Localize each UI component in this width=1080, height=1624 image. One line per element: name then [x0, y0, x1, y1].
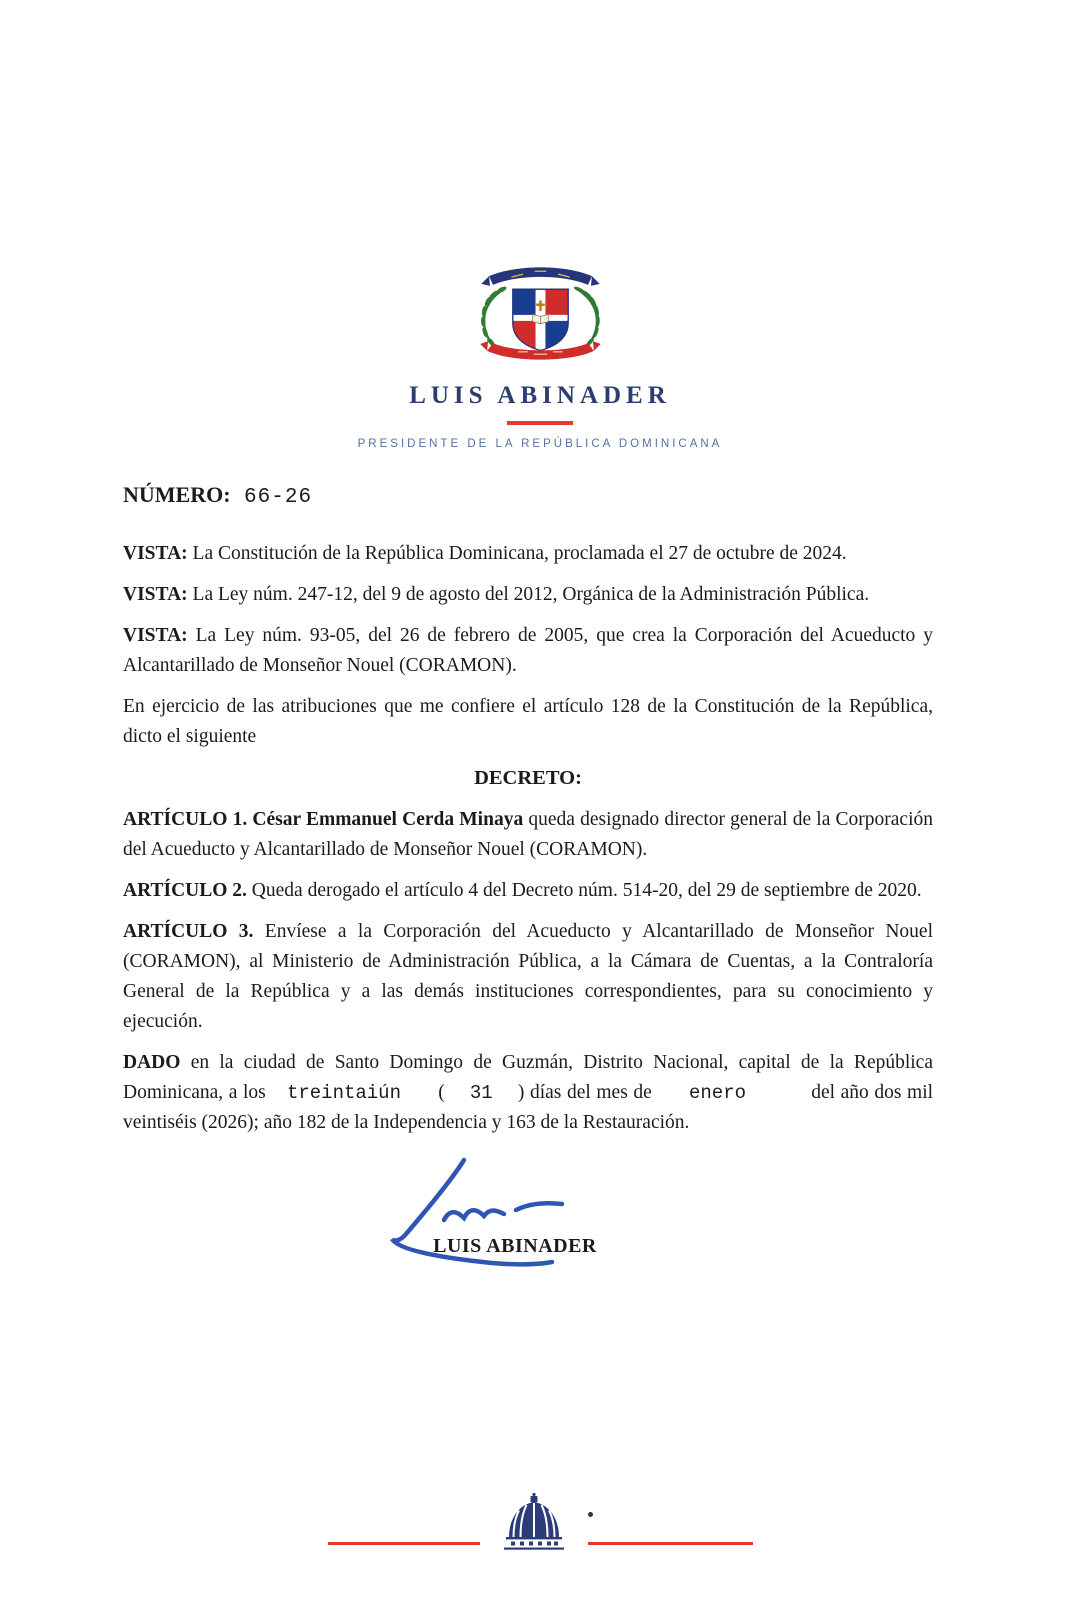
vista-text: La Ley núm. 93-05, del 26 de febrero de 2005, que crea la Corporación del Acueducto y Alcantarillado de Monseñor Nouel (CORAMON).: [123, 625, 933, 676]
dado-label: DADO: [123, 1052, 181, 1073]
article-label: ARTÍCULO 2.: [123, 880, 247, 901]
decreto-heading: DECRETO:: [474, 767, 582, 789]
dado-text-2: días del mes de: [529, 1082, 652, 1103]
appointee-name: César Emmanuel Cerda Minaya: [252, 809, 524, 830]
dado-text-1: en la ciudad de Santo Domingo de Guzmán, Distrito Nacional, capital de la República Dominicana, a los: [123, 1052, 933, 1103]
signatory-name: LUIS ABINADER: [433, 1235, 597, 1257]
intro-text: En ejercicio de las atribuciones que me confiere el artículo 128 de la Constitución de la República, dicto el siguiente: [123, 696, 933, 747]
article-paragraph: [123, 805, 933, 865]
article-paragraph: [123, 876, 933, 906]
form-gap: [498, 1097, 512, 1098]
decree-number-line: [123, 482, 933, 509]
vista-label: VISTA:: [123, 584, 188, 605]
paren-open: (: [438, 1082, 445, 1103]
article-text: Queda derogado el artículo 4 del Decreto núm. 514-20, del 29 de septiembre de 2020.: [251, 880, 922, 901]
article-label: ARTÍCULO 3.: [123, 921, 254, 942]
dado-text-3: del año dos mil veintiséis (2026); año 182 de la Independencia y 163 de la Restauración.: [123, 1082, 934, 1133]
form-gap: [271, 1097, 281, 1098]
vista-label: VISTA:: [123, 543, 188, 564]
form-gap: [657, 1097, 683, 1098]
vista-text: La Ley núm. 247-12, del 9 de agosto del 2012, Orgánica de la Administración Pública.: [192, 584, 870, 605]
day-number-field: 31: [469, 1082, 493, 1104]
form-gap: [752, 1097, 806, 1098]
footer-right-line: [588, 1542, 753, 1545]
form-gap: [407, 1097, 433, 1098]
day-word-field: treintaiún: [286, 1082, 401, 1104]
vista-paragraph: [123, 621, 933, 681]
vista-label: VISTA:: [123, 625, 188, 646]
footer-seal: [0, 1492, 1080, 1550]
coat-of-arms-icon: [458, 258, 623, 368]
article-paragraph: [123, 917, 933, 1037]
scan-speck: [588, 1512, 593, 1517]
footer-left-line: [328, 1542, 480, 1545]
palace-dome-icon: [502, 1492, 566, 1550]
article-text: Envíese a la Corporación del Acueducto y Alcantarillado de Monseñor Nouel (CORAMON), al Ministerio de Administración Pública, a la Cámara de Cuentas, a la Contraloría General de la República y a las demás instituciones correspondientes, para su conocimiento y ejecución.: [123, 921, 934, 1032]
dado-paragraph: [123, 1048, 933, 1138]
article-label: ARTÍCULO 1.: [123, 809, 248, 830]
decree-body: [0, 482, 1080, 1258]
red-divider: [507, 421, 573, 425]
form-gap: [450, 1097, 464, 1098]
vista-paragraph: [123, 580, 933, 610]
intro-paragraph: [123, 692, 933, 752]
signature-block: [123, 1154, 933, 1258]
decree-number-value: 66-26: [244, 486, 313, 509]
president-name-title: LUIS ABINADER: [409, 382, 671, 409]
letterhead: [0, 0, 1080, 450]
president-subtitle: PRESIDENTE DE LA REPÚBLICA DOMINICANA: [357, 438, 723, 450]
paren-close: ): [517, 1082, 525, 1103]
month-field: enero: [688, 1082, 746, 1104]
decree-number-label: NÚMERO:: [123, 482, 231, 507]
vista-paragraph: [123, 539, 933, 569]
article-text: queda designado director general de la Corporación del Acueducto y Alcantarillado de Monseñor Nouel (CORAMON).: [123, 809, 933, 860]
vista-text: La Constitución de la República Dominicana, proclamada el 27 de octubre de 2024.: [192, 543, 847, 564]
